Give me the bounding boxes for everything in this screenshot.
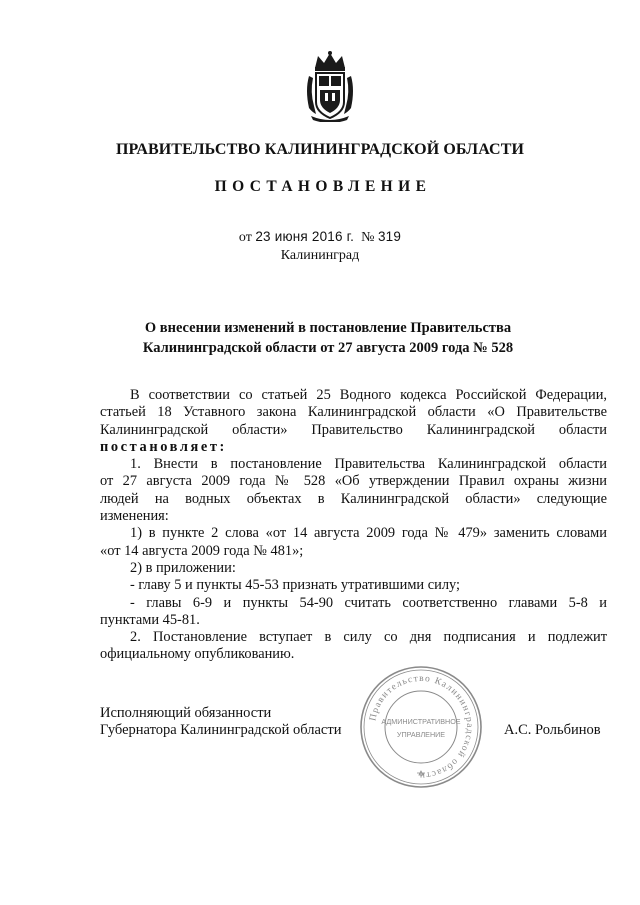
subject-line-2: Калининградской области от 27 августа 2009 года № 528 — [142, 340, 514, 356]
date-prefix: от — [238, 230, 252, 245]
document-type: ПОСТАНОВЛЕНИЕ — [214, 178, 432, 195]
stamp-center-line-1: АДМИНИСТРАТИВНОЕ — [381, 717, 461, 726]
signatory-position — [100, 705, 341, 739]
signatory-position-line-2: Губернатора Калининградской области — [100, 722, 342, 738]
paragraph-2-line-1: 1. Внести в постановление Правительства Калининградской области — [130, 456, 607, 473]
paragraph-6-line-2: пунктами 45-81. — [100, 611, 200, 628]
stamp-ring-text: Правительство Калининградской области — [368, 673, 475, 781]
document-number: 319 — [377, 229, 402, 244]
paragraph-6-line-1: - главы 6-9 и пункты 54-90 считать соответственно главами 5-8 и — [130, 594, 607, 611]
paragraph-7-line-2: официальному опубликованию. — [100, 646, 295, 663]
document-date: 23 июня 2016 г. — [255, 229, 355, 244]
paragraph-7-line-1: 2. Постановление вступает в силу со дня подписания и подлежит — [130, 629, 607, 646]
signatory-position-line-1: Исполняющий обязанности — [100, 705, 272, 721]
paragraph-3-line-1: 1) в пункте 2 слова «от 14 августа 2009 года № 479» заменить словами — [130, 525, 607, 542]
paragraph-1-line-4: постановляет: — [100, 438, 227, 455]
svg-text:Правительство Калининградской — [368, 674, 474, 780]
paragraph-2-line-3: людей на водных объектах в Калининградской области» следующие — [100, 490, 607, 507]
paragraph-5: - главу 5 и пункты 45-53 признать утратившими силу; — [130, 577, 461, 594]
subject-line-1: О внесении изменений в постановление Правительства — [144, 320, 512, 336]
signatory-name: А.С. Рольбинов — [504, 722, 601, 738]
paragraph-2-line-4: изменения: — [100, 508, 169, 525]
official-stamp — [357, 663, 485, 791]
city-name: Калининград — [280, 248, 360, 263]
government-name: ПРАВИТЕЛЬСТВО КАЛИНИНГРАДСКОЙ ОБЛАСТИ — [115, 141, 525, 158]
paragraph-1-line-1: В соответствии со статьей 25 Водного кодекса Российской Федерации, — [130, 387, 607, 403]
document-subject — [8, 318, 640, 358]
paragraph-4: 2) в приложении: — [130, 559, 236, 576]
paragraph-1-line-3: Калининградской области» Правительство Калининградской области — [100, 421, 607, 438]
paragraph-3-line-2: «от 14 августа 2009 года № 481»; — [100, 542, 304, 559]
coat-of-arms-emblem — [303, 50, 357, 122]
stamp-center-line-2: УПРАВЛЕНИЕ — [396, 730, 446, 739]
paragraph-1-line-2: статьей 18 Уставного закона Калининградской области «О Правительстве — [100, 404, 607, 421]
paragraph-2-line-2: от 27 августа 2009 года № 528 «Об утверждении Правил охраны жизни — [100, 473, 607, 490]
number-prefix: № — [361, 230, 375, 245]
date-number-line — [0, 229, 640, 246]
document-body — [100, 387, 607, 664]
